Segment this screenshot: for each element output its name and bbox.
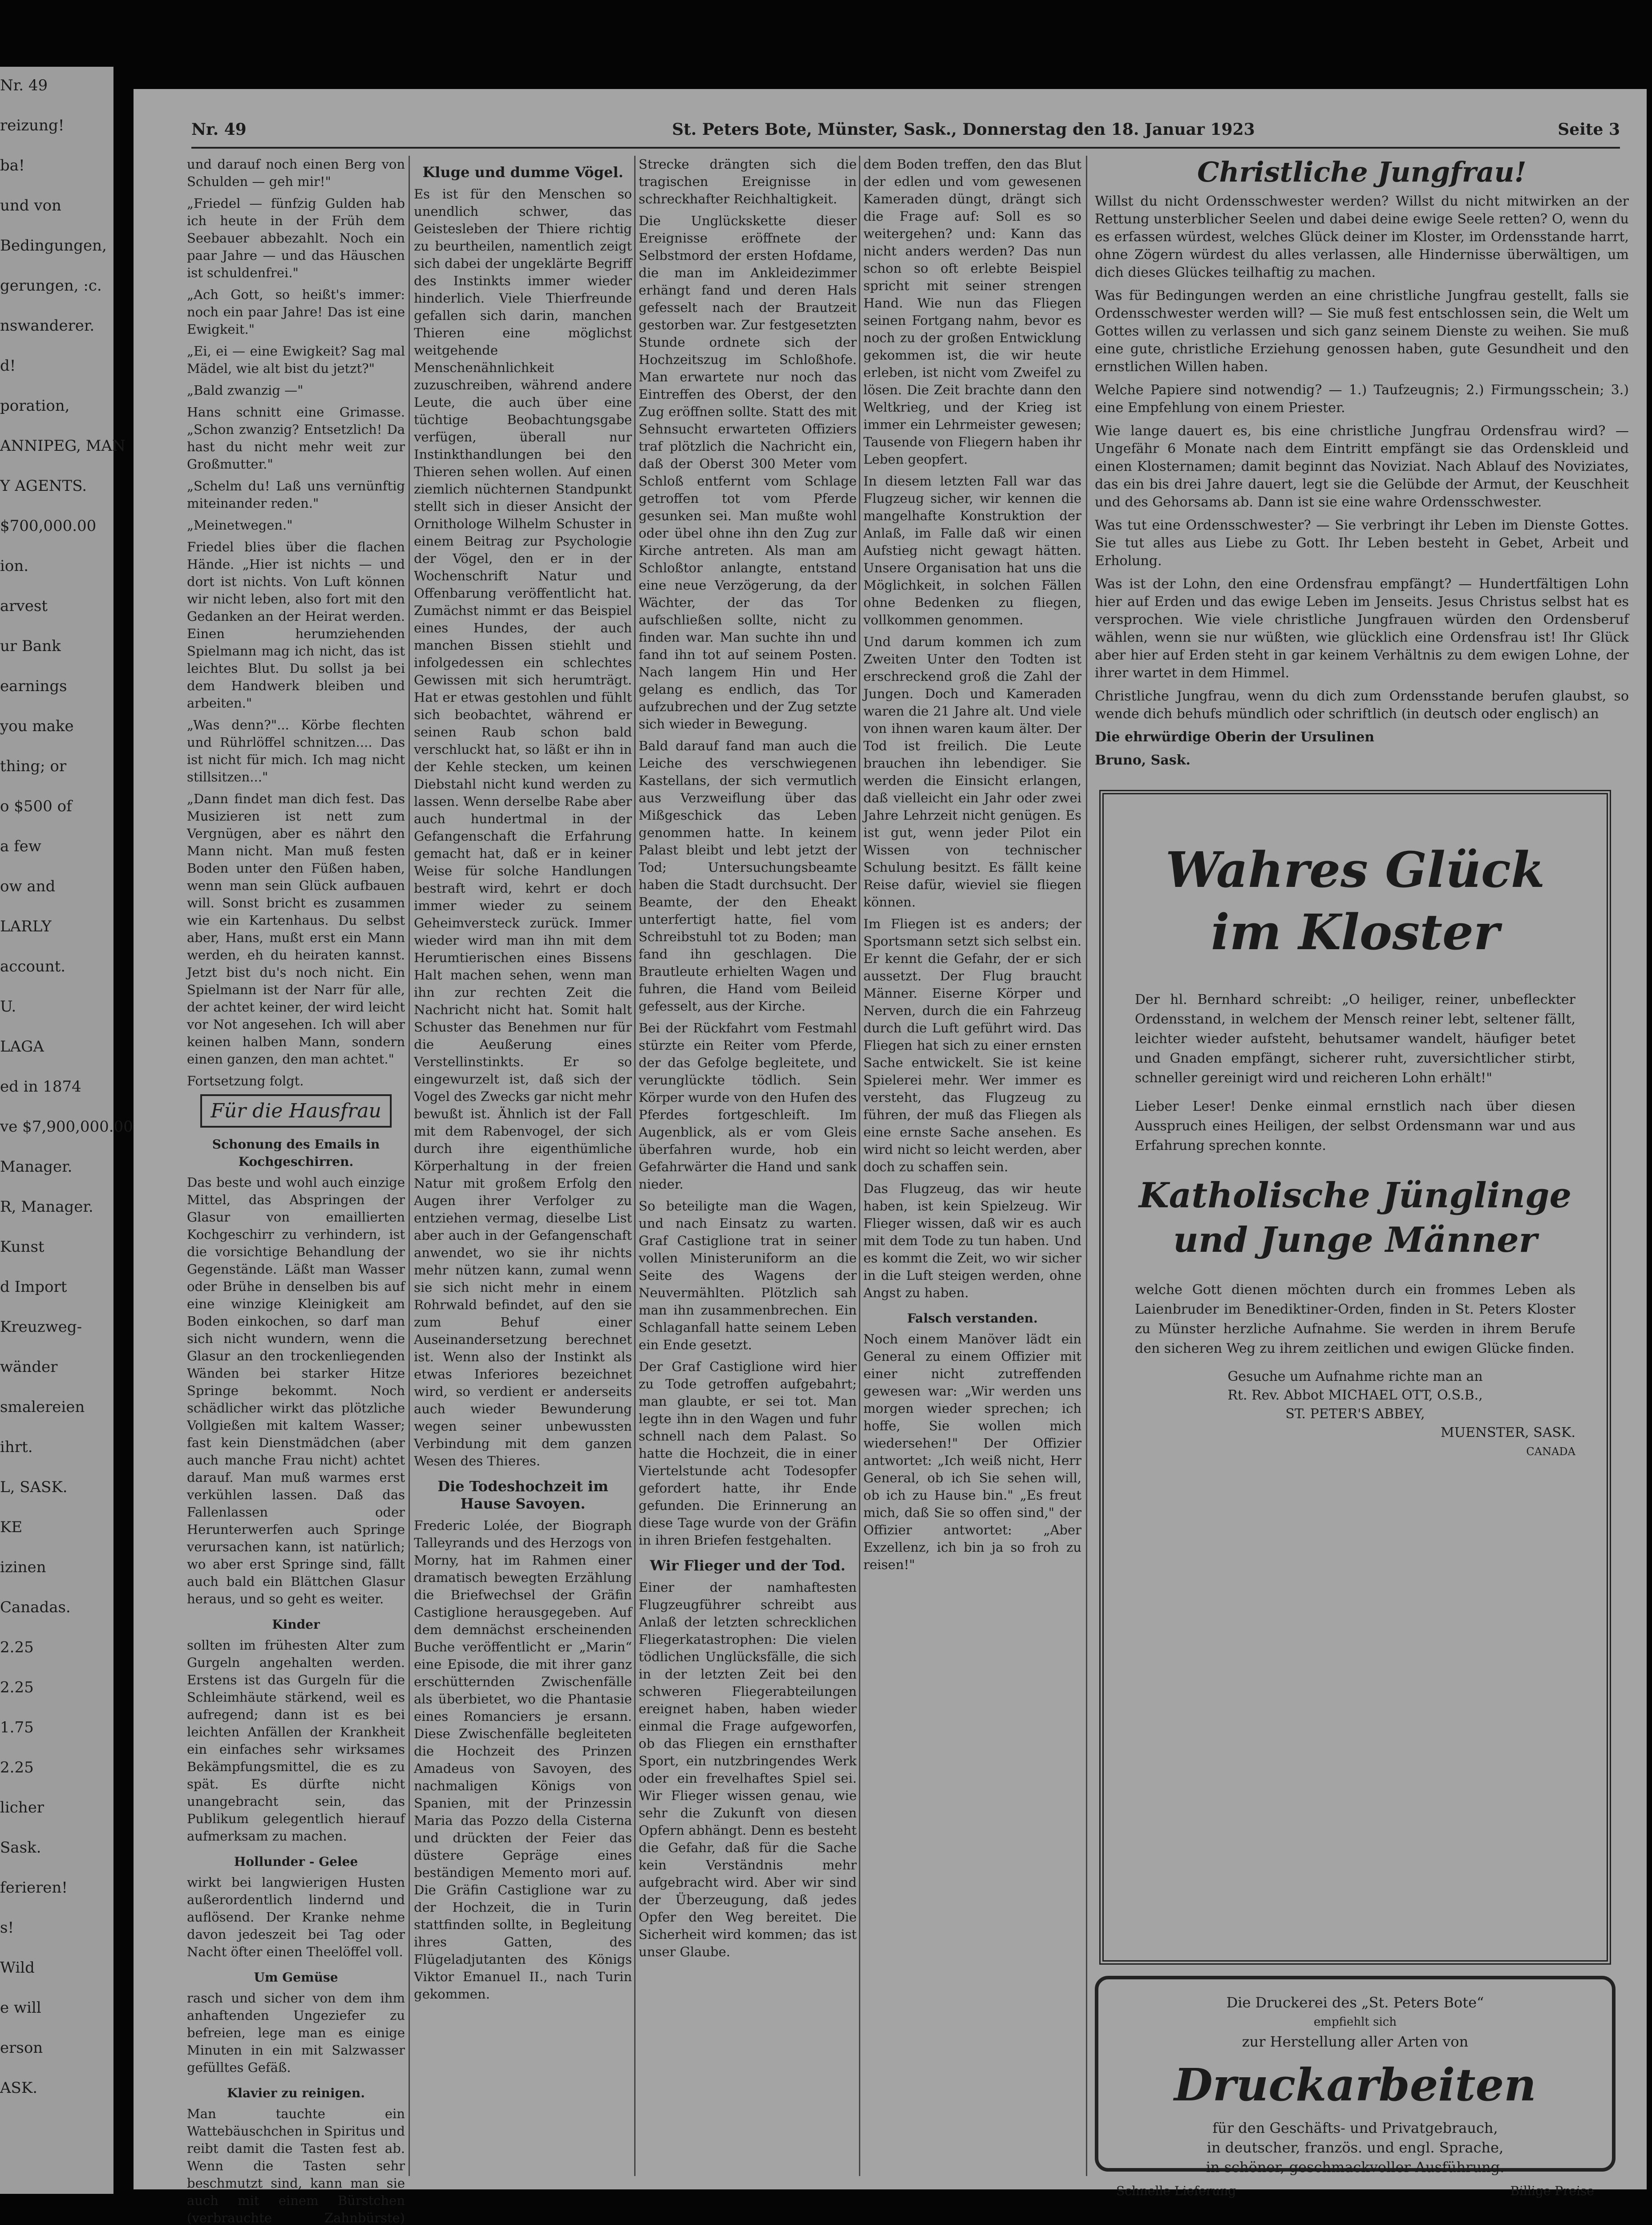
tip-text: Man tauchte ein Wattebäuschchen in Spiritus und reibt damit die Tasten fest ab. Wenn die Tasten sehr beschmutzt sind, kann man sie auch mit einem Bürstchen (verbrauchte Zahnbürste)	[187, 2106, 405, 2225]
ad-footer-right: Billige Preise	[1510, 2184, 1594, 2198]
side-line: Kunst	[0, 1238, 45, 1256]
ad-address: Rt. Rev. Abbot MICHAEL OTT, O.S.B.,	[1227, 1388, 1483, 1403]
side-line: Nr. 49	[0, 77, 48, 94]
ad-headline: im Kloster	[1211, 903, 1499, 961]
side-line: Kreuzweg-	[0, 1318, 82, 1336]
side-line: ve $7,900,000.00	[0, 1118, 133, 1136]
article-title: Wir Flieger und der Tod.	[650, 1557, 846, 1574]
page-number: Seite 3	[1558, 120, 1620, 139]
article-intro: Willst du nicht Ordensschwester werden? Willst du nicht mitwirken an der Rettung unsterblicher Seelen und dabei deine ewige Seele retten? O, wenn du es erfassen würdest, welches Glück deiner im Kloster, im Ordensstande harrt, ohne Zögern würdest du alles verlassen, alle Hindernisse überwältigen, um dich dieses Glückes teilhaftig zu machen.	[1095, 194, 1629, 280]
paragraph: „Schelm du! Laß uns vernünftig miteinander reden."	[187, 478, 405, 511]
ad-footer-left: Schnelle Lieferung	[1116, 2184, 1236, 2198]
paragraph: Und darum kommen ich zum Zweiten Unter den Todten ist erschreckend groß die Zahl der Jungen. Doch und Kameraden waren die 21 Jahre alt. Und viele von ihnen waren kaum älter. Der Tod ist freilich. Die Leute brauchen ihn lebendiger. Sie werden die Einsicht erlangen, daß vielleicht ein Jahr oder zwei Jahre Lehrzeit nicht genügen. Es ist gut, wenn jeder Pilot ein Wissen von technischer Schulung besitzt. Es fällt keine Reise dafür, wieviel sie fliegen können.	[863, 634, 1081, 910]
ad-line: empfiehlt sich	[1313, 2015, 1397, 2029]
issue-number: Nr. 49	[191, 120, 247, 139]
tip-title: Schonung des Emails in Kochgeschirren.	[212, 1137, 380, 1169]
side-line: Bedingungen,	[0, 237, 107, 255]
paragraph: Bald darauf fand man auch die Leiche des verschwiegenen Kastellans, der sich vermutlich aus Verzweiflung über das Mißgeschick das Leben genommen hatte. In keinem Palast bleibt und lebt jetzt der Tod; Untersuchungsbeamte haben die Stadt durchsucht. Der Beamte, der den Eheakt unterfertigt hatte, fiel vom Schreibstuhl tot zu Boden; man fand ihn geschlagen. Die Brautleute erhielten Wagen und fuhren, die Hand vom Beileid gefesselt, aus der Kirche.	[639, 738, 857, 1014]
ad-text: welche Gott dienen möchten durch ein frommes Leben als Laienbruder im Benediktiner-Orden, finden in St. Peters Kloster zu Münster herzliche Aufnahme. Sie werden in ihrem Berufe den sicheren Weg zu ihrem zeitlichen und ewigen Glücke finden.	[1135, 1282, 1575, 1356]
paragraph: Fortsetzung folgt.	[187, 1073, 304, 1088]
paragraph: So beteiligte man die Wagen, und nach Einsatz zu warten. Graf Castiglione trat in seiner vollen Ministeruniform an die Seite des Wagens der Neuvermählten. Plötzlich sah man ihn zusammenbrechen. Ein Schlaganfall hatte seinem Leben ein Ende gesetzt.	[639, 1198, 857, 1352]
side-line: ASK.	[0, 2079, 38, 2097]
ad-headline: Wahres Glück	[1165, 841, 1545, 898]
side-line: ion.	[0, 557, 29, 575]
side-line: 2.25	[0, 1679, 34, 1696]
tip-title: Um Gemüse	[254, 1970, 338, 1985]
side-line: ferieren!	[0, 1879, 68, 1897]
article-text: Frederic Lolée, der Biograph Talleyrands und des Herzogs von Morny, hat im Rahmen einer dramatisch bewegten Erzählung die Briefwechsel der Gräfin Castiglione herausgegeben. Auf dem demnächst erscheinenden Buche veröffentlicht er „Marin“ eine Episode, die mit ihrer ganz erschütternden Zwischenfälle als überbietet, wo die Phantasie eines Romanciers je ersann. Diese Zwischenfälle begleiteten die Hochzeit des Prinzen Amadeus von Savoyen, des nachmaligen Königs von Spanien, mit der Prinzessin Maria das Pozzo della Cisterna und drückten der Feier das düstere Gepräge eines beständigen Memento mori auf. Die Gräfin Castiglione war zu der Hochzeit, die in Turin stattfinden sollte, in Begleitung ihres Gatten, des Flügeladjutanten des Königs Viktor Emanuel II., nach Turin gekommen.	[414, 1518, 632, 2002]
article-text: Einer der namhaftesten Flugzeugführer schreibt aus Anlaß der letzten schrecklichen Fliegerkatastrophen: Die vielen tödlichen Unglücksfälle, die sich in der letzten Zeit bei den schweren Fliegerabteilungen ereignet haben, haben wieder einmal die Frage aufgeworfen, ob das Fliegen ein ernsthafter Sport, ein nutzbringendes Werk oder ein frevelhaftes Spiel sei. Wir Flieger wissen genau, wie sehr die Zukunft von diesen Opfern abhängt. Denn es besteht die Gefahr, daß für die Sache kein Verständnis mehr aufgebracht wird. Aber wir sind der Überzeugung, daß jedes Opfer den Weg bereitet. Die Sicherheit wird kommen; das ist unser Glaube.	[639, 1580, 857, 1959]
paragraph: Die Unglückskette dieser Ereignisse eröffnete der Selbstmord der ersten Hofdame, die man im Ankleidezimmer erhängt fand und deren Hals gefesselt nach der Brautzeit gestorben war. Zur festgesetzten Stunde ordnete sich der Hochzeitszug im Schloßhofe. Man erwartete nur noch das Eintreffen des Oberst, der den Zug eröffnen sollte. Statt des mit Sehnsucht erwarteten Offiziers traf plötzlich die Nachricht ein, daß der Oberst 300 Meter vom Schloß entfernt vom Schlage getroffen tot vom Pferde gesunken sei. Man mußte wohl oder übel ohne ihn den Zug zur Kirche antreten. Als man am Schloßtor anlangte, entstand eine neue Verzögerung, da der Wächter, der das Tor aufschließen sollte, nicht zu finden war. Man suchte ihn und fand ihn tot auf seinem Posten. Nach langem Hin und Her gelang es endlich, das Tor aufzubrechen und der Zug setzte sich wieder in Bewegung.	[639, 213, 857, 732]
column-3	[639, 156, 857, 1965]
side-line: poration,	[0, 397, 70, 415]
side-line: nswanderer.	[0, 317, 95, 335]
side-line: LARLY	[0, 918, 52, 935]
tip-text: wirkt bei langwierigen Husten außerordentlich lindernd und auflösend. Der Kranke nehme davon jedeszeit bei Tag oder Nacht öfter einen Theelöffel voll.	[187, 1875, 405, 1959]
side-line: e will	[0, 1999, 41, 2017]
article-title: Christliche Jungfrau!	[1197, 156, 1526, 188]
paragraph: Strecke drängten sich die tragischen Ereignisse in schreckhafter Reichhaltigkeit.	[639, 157, 857, 206]
side-line: Manager.	[0, 1158, 73, 1176]
paragraph: Das Flugzeug, das wir heute haben, ist kein Spielzeug. Wir Flieger wissen, daß wir es auch mit dem Tode zu tun haben. Und es kommt die Zeit, wo wir sicher in die Luft steigen werden, ohne Angst zu haben.	[863, 1181, 1081, 1300]
ad-headline: Druckarbeiten	[1174, 2059, 1536, 2111]
side-line: U.	[0, 998, 16, 1015]
side-line: R, Manager.	[0, 1198, 93, 1216]
paragraph: Hans schnitt eine Grimasse. „Schon zwanzig? Entsetzlich! Da hast du nicht mehr weit zur Großmutter."	[187, 405, 405, 472]
druckerei-advertisement	[1095, 1976, 1616, 2198]
side-line: o $500 of	[0, 797, 72, 815]
side-line: a few	[0, 837, 41, 855]
ad-address: MUENSTER, SASK.	[1441, 1425, 1575, 1440]
column-rule	[409, 156, 410, 2176]
side-line: ow and	[0, 878, 56, 895]
ad-line: Die Druckerei des „St. Peters Bote“	[1226, 1994, 1484, 2011]
paragraph: Bei der Rückfahrt vom Festmahl stürzte ein Reiter vom Pferde, der das Gefolge begleitete, und verunglückte tödlich. Sein Körper wurde von den Hufen des Pferdes fortgeschleift. Im Augenblick, als er vom Gleis überfahren wurde, hob ein Gefahrwärter die Hand und sank nieder.	[639, 1020, 857, 1192]
column-rule	[1086, 156, 1087, 2176]
ad-address: CANADA	[1526, 1445, 1575, 1458]
side-line: 1.75	[0, 1719, 34, 1736]
question-answer: Wie lange dauert es, bis eine christliche Jungfrau Ordensfrau wird? — Ungefähr 6 Monate nach dem Eintritt empfängt sie das Ordenskleid und einen Klosternamen; damit beginnt das Noviziat. Nach Ablauf des Noviziates, das ein bis drei Jahre dauert, legt sie die Gelübde der Armut, der Keuschheit und des Gehorsams ab. Dann ist sie eine wahre Ordensschwester.	[1095, 423, 1629, 510]
article-title: Die Todeshochzeit im Hause Savoyen.	[437, 1478, 608, 1512]
side-line: arvest	[0, 597, 48, 615]
side-line: ihrt.	[0, 1438, 33, 1456]
paragraph: Der Graf Castiglione wird hier zu Tode getroffen aufgebahrt; man glaubte, er sei tot. Man legte ihn in den Wagen und fuhr schnell nach dem Palast. So hatte die Hochzeit, die in einer Viertelstunde acht Todesopfer gefordert hatte, ihr Ende gefunden. Die Erinnerung an diese Tage wurde von der Gräfin in ihren Briefen festgehalten.	[639, 1359, 857, 1548]
tip-title: Kinder	[272, 1617, 320, 1632]
side-line: thing; or	[0, 757, 67, 775]
ad-line: zur Herstellung aller Arten von	[1242, 2033, 1469, 2050]
question-answer: Was ist der Lohn, den eine Ordensfrau empfängt? — Hundertfältigen Lohn hier auf Erden und das ewige Leben im Jenseits. Jesus Christus selbst hat es versprochen. Wie viele christliche Jungfrauen würden den Ordensberuf wählen, wenn sie nur wüßten, wie glücklich eine Ordensfrau ist! Ihr Glück aber hier auf Erden steht in gar keinem Verhältnis zu dem ewigen Lohne, der ihrer wartet in dem Himmel.	[1095, 576, 1629, 681]
masthead-line: St. Peters Bote, Münster, Sask., Donnerstag den 18. Januar 1923	[672, 120, 1255, 139]
side-line: Canadas.	[0, 1598, 71, 1616]
side-line: erson	[0, 2039, 43, 2057]
tip-title: Hollunder - Gelee	[234, 1854, 358, 1869]
question-answer: Was für Bedingungen werden an eine christliche Jungfrau gestellt, falls sie Ordensschwester werden will? — Sie muß fest entschlossen sein, die Welt um Gottes willen zu verlassen und sich ganz seinem Dienste zu weihen. Sie muß eine gute, christliche Erziehung genossen haben, gute Gesundheit und den ernstlichen Willen haben.	[1095, 288, 1629, 375]
ad-text: Lieber Leser! Denke einmal ernstlich nach über diesen Ausspruch eines Heiligen, der selbst Ordensmann war und aus Erfahrung sprechen konnte.	[1135, 1099, 1575, 1153]
column-2	[414, 156, 632, 2007]
signature: Die ehrwürdige Oberin der Ursulinen	[1095, 729, 1375, 745]
kloster-advertisement	[1099, 790, 1611, 1965]
ad-line: in deutscher, französ. und engl. Sprache,	[1207, 2139, 1504, 2156]
side-line: wänder	[0, 1358, 58, 1376]
side-line: account.	[0, 958, 66, 975]
tip-text: sollten im frühesten Alter zum Gurgeln angehalten werden. Erstens ist das Gurgeln für die Schleimhäute stärkend, weil es aufregend; dann ist es bei leichten Anfällen der Krankheit ein einfaches sehr wirksames Bekämpfungsmittel, die es zu spät. Es dürfte nicht unangebracht sein, das Publikum gelegentlich hierauf aufmerksam zu machen.	[187, 1638, 405, 1844]
side-line: licher	[0, 1799, 45, 1816]
ad-subheadline: Katholische Jünglinge	[1138, 1175, 1572, 1216]
newspaper-page	[134, 89, 1647, 2225]
side-line: d Import	[0, 1278, 67, 1296]
article-title: Falsch verstanden.	[907, 1311, 1038, 1326]
side-line: 2.25	[0, 1759, 34, 1776]
article-title: Kluge und dumme Vögel.	[422, 164, 624, 181]
side-line: ur Bank	[0, 637, 61, 655]
paragraph: „Was denn?"... Körbe flechten und Rührlöffel schnitzen.... Das ist nicht für mich. Ich mag nicht stillsitzen..."	[187, 717, 405, 785]
hausfrau-box-title: Für die Hausfrau	[200, 1094, 392, 1128]
question-answer: Welche Papiere sind notwendig? — 1.) Taufzeugnis; 2.) Firmungsschein; 3.) eine Empfehlung von einem Priester.	[1095, 382, 1629, 416]
paragraph: Friedel blies über die flachen Hände. „Hier ist nichts — und dort ist nichts. Von Luft können wir nicht leben, also fort mit den Gedanken an der Heirat werden. Einen herumziehenden Spielmann mag ich nicht, das ist leichtes Blut. Du sollst ja bei dem Handwerk bleiben und arbeiten."	[187, 539, 405, 711]
side-line: 2.25	[0, 1638, 34, 1656]
paragraph: und darauf noch einen Berg von Schulden — geh mir!"	[187, 157, 405, 189]
side-line: L, SASK.	[0, 1478, 68, 1496]
paragraph: Im Fliegen ist es anders; der Sportsmann setzt sich selbst ein. Er kennt die Gefahr, der er sich aussetzt. Der Flug braucht Männer. Eiserne Körper und Nerven, durch die ein Fahrzeug durch die Luft geführt wird. Das Fliegen hat sich zu einer ernsten Sache entwickelt. Sie ist keine Spielerei mehr. Wer immer es versteht, das Flugzeug zu führen, der muß das Fliegen als eine ernste Sache ansehen. Es wird nicht so leicht werden, aber doch zu schaffen sein.	[863, 916, 1081, 1174]
tip-title: Klavier zu reinigen.	[227, 2086, 365, 2100]
paragraph: „Ach Gott, so heißt's immer: noch ein paar Jahre! Das ist eine Ewigkeit."	[187, 287, 405, 337]
side-line: KE	[0, 1518, 23, 1536]
ad-quote: Der hl. Bernhard schreibt: „O heiliger, reiner, unbefleckter Ordensstand, in welchem der Mensch reiner lebt, seltener fällt, leichter wieder aufsteht, behutsamer wandelt, häufiger betet und Gnaden empfängt, sicherer ruht, zuversichtlicher stirbt, schneller gereinigt wird und reicheren Lohn erhält!"	[1135, 992, 1575, 1086]
side-line: ed in 1874	[0, 1078, 81, 1096]
side-line: $700,000.00	[0, 517, 97, 535]
paragraph: „Meinetwegen."	[187, 518, 293, 533]
paragraph: Es ist für den Menschen so unendlich schwer, das Geistesleben der Thiere richtig zu beurtheilen, namentlich zeigt sich dabei der ungeklärte Begriff des Instinkts immer wieder hinderlich. Viele Thierfreunde gefallen sich darin, manchen Thieren eine möglichst weitgehende Menschenähnlichkeit zuzuschreiben, während andere Leute, die auch über eine tüchtige Beobachtungsgabe verfügen, überall nur Instinkthandlungen bei den Thieren sehen wollen. Auf einen ziemlich nüchternen Standpunkt stellt sich in dieser Ansicht der Ornithologe Wilhelm Schuster in einem Beitrag zur Psychologie der Vögel, den er in der Wochenschrift Natur und Offenbarung veröffentlicht hat. Zumächst nimmt er das Beispiel eines Hundes, der auch manchen Bissen stiehlt und infolgedessen ein schlechtes Gewissen mit sich herumträgt. Hat er etwas gestohlen und fühlt sich beobachtet, während er seinen Raub schon bald verschluckt hat, so läßt er ihn in der Kehle stecken, um keinen Diebstahl nicht kund werden zu lassen. Wenn derselbe Rabe aber auch hundertmal in der Gefangenschaft die Erfahrung gemacht hat, daß er in keiner Weise für solche Handlungen bestraft wird, kehrt er doch immer wieder zu seinem Geheimversteck zurück. Immer wieder wird man ihn mit dem Herumtierischen eines Bissens Halt machen sehen, wenn man ihn zur rechten Zeit die Nachricht nicht hat. Somit halt Schuster das Benehmen nur für die Aeußerung eines Verstellinstinkts. Er so eingewurzelt ist, daß sich der Vogel des Zwecks gar nicht mehr bewußt ist. Ähnlich ist der Fall mit dem Rabenvogel, der sich durch ihre eigenthümliche Körperhaltung in der freien Natur mit großem Erfolg den Augen ihrer Verfolger zu entziehen vermag, dieselbe List aber auch in der Gefangenschaft anwendet, wo sie ihr nichts mehr nützen kann, zumal wenn sie sich nicht mehr in einem Rohrwald befindet, auf den sie zum Behuf einer Auseinandersetzung berechnet ist. Wenn also der Instinkt als etwas Inferiores bezeichnet wird, so verdient er anderseits auch wieder Bewunderung wegen seiner unbewussten Verbindung mit dem ganzen Wesen des Thieres.	[414, 186, 632, 1468]
side-line: Wild	[0, 1959, 35, 1977]
ad-line: für den Geschäfts- und Privatgebrauch,	[1212, 2120, 1498, 2136]
article-text: Noch einem Manöver lädt ein General zu einem Offizier mit einer nicht zutreffenden gewesen war: „Wir werden uns morgen wieder sprechen; ich hoffe, Sie wollen mich wiedersehen!" Der Offizier antwortet: „Ich weiß nicht, Herr General, ob ich Sie sehen will, ob ich zu Hause bin." „Es freut mich, daß Sie so offen sind," der Offizier antwortet: „Aber Exzellenz, ich bin ja so froh zu reisen!"	[863, 1331, 1081, 1572]
side-line: d!	[0, 357, 16, 375]
signature-place: Bruno, Sask.	[1095, 752, 1190, 768]
side-line: s!	[0, 1919, 14, 1937]
tip-text: rasch und sicher von dem ihm anhaftenden Ungeziefer zu befreien, lege man es einige Minuten in ein mit Salzwasser gefülltes Gefäß.	[187, 1990, 405, 2075]
page-header	[191, 116, 1620, 149]
side-line: izinen	[0, 1558, 46, 1576]
paragraph: „Friedel — fünfzig Gulden hab ich heute in der Früh dem Seebauer abbezahlt. Noch ein paar Jahre — und das Häuschen ist schuldenfrei."	[187, 196, 405, 280]
side-line: Sask.	[0, 1839, 41, 1857]
jungfrau-article	[1095, 156, 1629, 775]
adjacent-page-strip	[0, 67, 133, 2194]
side-line: LAGA	[0, 1038, 44, 1056]
column-rule	[859, 156, 860, 2176]
paragraph: dem Boden treffen, den das Blut der edlen und vom gewesenen Kameraden düngt, drängt sich die Frage auf: Soll es so weitergehen? und: Kann das nicht anders werden? Das nun schon so oft erlebte Beispiel spricht mit seiner strengen Hand. Wie nun das Fliegen seinen Fortgang nahm, bevor es noch zu der großen Entwicklung gekommen ist, die wir heute erleben, ist nicht vom Zweifel zu lösen. Die Zeit brachte dann den Weltkrieg, und der Krieg ist immer ein Lehrmeister gewesen; Tausende von Fliegern haben ihr Leben geopfert.	[863, 157, 1081, 467]
paragraph: In diesem letzten Fall war das Flugzeug sicher, wir kennen die mangelhafte Konstruktion der Anlaß, im Falle daß wir einen Aufstieg nicht gewagt hätten. Unsere Organisation hat uns die Möglichkeit, in solchen Fällen ohne Bedenken zu fliegen, vollkommen genommen.	[863, 473, 1081, 627]
side-line: ANNIPEG, MAN	[0, 437, 126, 455]
column-rule	[634, 156, 636, 2176]
tip-text: Das beste und wohl auch einzige Mittel, das Abspringen der Glasur von emaillierten Kochgeschirr zu verhindern, ist die vorsichtige Behandlung der Gegenstände. Läßt man Wasser oder Brühe in denselben bis auf eine winzige Kleinigkeit am Boden einkochen, so darf man sich nicht wundern, wenn die Glasur an den trockenliegenden Wänden bei starker Hitze Springe bekommt. Noch schädlicher wirkt das plötzliche Vollgießen mit kaltem Wasser; fast kein Dienstmädchen (aber auch manche Frau nicht) achtet darauf. Man muß warmes erst verkühlen lassen. Daß das Fallenlassen oder Herunterwerfen auch Springe verursachen kann, ist natürlich; wo aber erst Springe sind, fällt auch bald ein Blättchen Glasur heraus, und so geht es weiter.	[187, 1175, 405, 1606]
side-line: reizung!	[0, 117, 65, 134]
paragraph: „Dann findet man dich fest. Das Musizieren ist nett zum Vergnügen, aber es nährt den Mann nicht. Man muß festen Boden unter den Füßen haben, wenn man sein Glück aufbauen will. Sonst bricht es zusammen wie ein Kartenhaus. Du selbst aber, Hans, mußt erst ein Mann werden, eh du heiraten kannst. Jetzt bist du's noch nicht. Ein Spielmann ist der Narr für alle, der achtet keiner, der wird leicht vor Not angesehen. Ich will aber keinen halben Mann, sondern einen ganzen, den man achtet."	[187, 791, 405, 1067]
question-answer: Was tut eine Ordensschwester? — Sie verbringt ihr Leben im Dienste Gottes. Sie tut alles aus Liebe zu Gott. Ihr Leben besteht in Gebet, Arbeit und Erholung.	[1095, 518, 1629, 569]
column-1	[187, 156, 405, 2225]
side-line: smalereien	[0, 1398, 85, 1416]
ad-address-intro: Gesuche um Aufnahme richte man an	[1227, 1369, 1483, 1384]
ad-subheadline: und Junge Männer	[1173, 1220, 1537, 1260]
column-4	[863, 156, 1081, 1578]
paragraph: „Ei, ei — eine Ewigkeit? Sag mal Mädel, wie alt bist du jetzt?"	[187, 344, 405, 376]
side-line: earnings	[0, 677, 67, 695]
article-closing: Christliche Jungfrau, wenn du dich zum Ordensstande berufen glaubst, so wende dich behufs mündlich oder schriftlich (in deutsch oder englisch) an	[1095, 688, 1629, 722]
ad-line: in schöner, geschmackvoller Ausführung.	[1206, 2159, 1505, 2176]
side-line: you make	[0, 717, 74, 735]
side-line: ba!	[0, 157, 25, 174]
ad-address: ST. PETER'S ABBEY,	[1285, 1406, 1425, 1422]
side-line: gerungen, :c.	[0, 277, 102, 295]
side-line: und von	[0, 197, 61, 214]
paragraph: „Bald zwanzig —"	[187, 383, 304, 398]
side-line: Y AGENTS.	[0, 477, 87, 495]
